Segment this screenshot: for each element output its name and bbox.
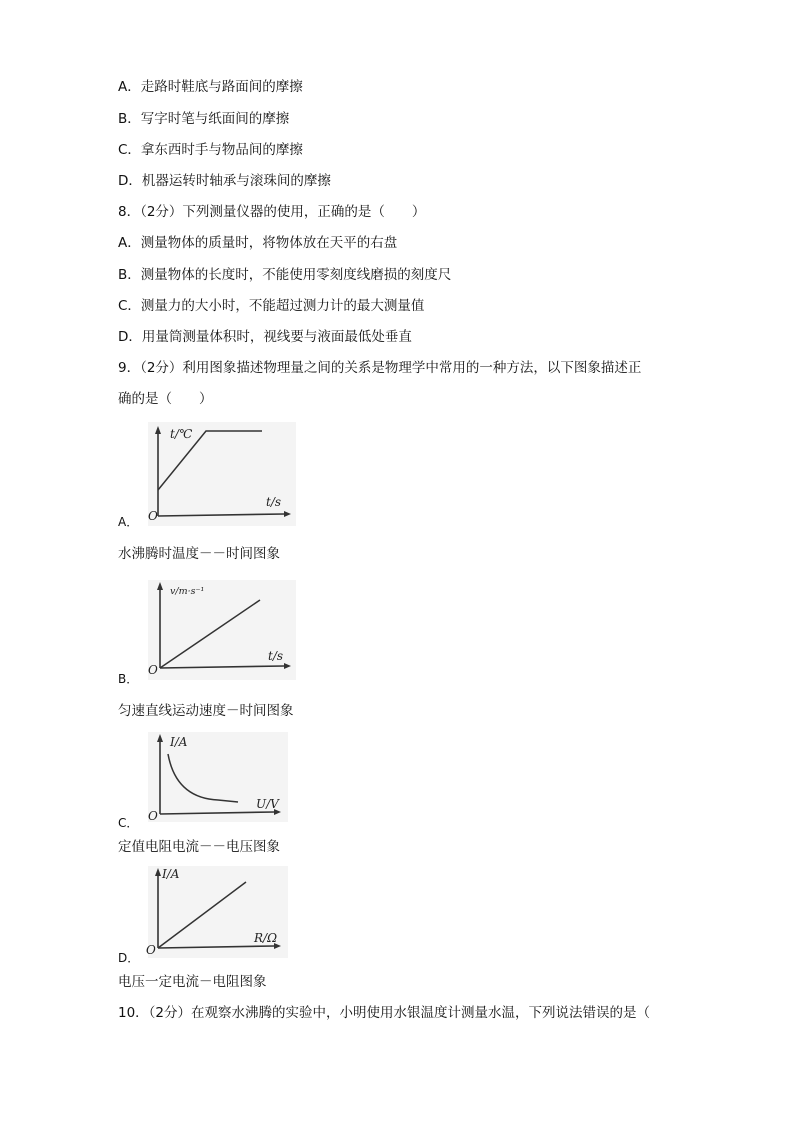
graph-d-caption: 电压一定电流－电阻图象 <box>118 974 267 990</box>
graph-b <box>148 580 296 680</box>
q7-option-c: C．拿东西时手与物品间的摩擦 <box>118 142 303 158</box>
q8-stem: 8．（2分）下列测量仪器的使用，正确的是（ ） <box>118 204 426 220</box>
graph-a-svg <box>148 422 296 526</box>
graph-d-svg <box>148 866 288 958</box>
graph-d-origin: O <box>146 943 156 957</box>
q10-stem: 10．（2分）在观察水沸腾的实验中，小明使用水银温度计测量水温，下列说法错误的是（ <box>118 1005 651 1021</box>
q8-option-b: B．测量物体的长度时，不能使用零刻度线磨损的刻度尺 <box>118 267 452 283</box>
graph-c-letter: C． <box>118 816 139 830</box>
graph-c-x-label: U/V <box>256 797 279 811</box>
graph-c-origin: O <box>148 809 158 823</box>
q9-stem-line2: 确的是（ ） <box>118 391 213 407</box>
graph-c-caption: 定值电阻电流－－电压图象 <box>118 839 280 855</box>
graph-a-letter: A． <box>118 515 139 529</box>
q7-option-b: B．写字时笔与纸面间的摩擦 <box>118 111 290 127</box>
q8-option-c: C．测量力的大小时，不能超过测力计的最大测量值 <box>118 298 425 314</box>
graph-a-x-label: t/s <box>266 495 282 509</box>
graph-b-letter: B． <box>118 672 139 686</box>
graph-d-x-label: R/Ω <box>254 931 278 945</box>
graph-a-y-label: t/℃ <box>170 427 193 441</box>
q8-option-a: A．测量物体的质量时，将物体放在天平的右盘 <box>118 235 398 251</box>
graph-d <box>148 866 288 958</box>
graph-a-origin: O <box>148 509 158 523</box>
q7-option-d: D．机器运转时轴承与滚珠间的摩擦 <box>118 173 331 189</box>
graph-a <box>148 422 296 526</box>
graph-d-letter: D． <box>118 951 140 965</box>
graph-b-caption: 匀速直线运动速度－时间图象 <box>118 703 294 719</box>
graph-b-x-label: t/s <box>268 649 284 663</box>
graph-b-svg <box>148 580 296 680</box>
graph-d-y-label: I/A <box>162 867 180 881</box>
graph-c-svg <box>148 732 288 822</box>
graph-c-y-label: I/A <box>170 735 188 749</box>
graph-a-caption: 水沸腾时温度－－时间图象 <box>118 546 280 562</box>
graph-c <box>148 732 288 822</box>
q7-option-a: A．走路时鞋底与路面间的摩擦 <box>118 79 303 95</box>
graph-b-origin: O <box>148 663 158 677</box>
q9-stem-line1: 9．（2分）利用图象描述物理量之间的关系是物理学中常用的一种方法，以下图象描述正 <box>118 360 642 376</box>
graph-b-y-label: v/m·s⁻¹ <box>170 586 205 597</box>
q8-option-d: D．用量筒测量体积时，视线要与液面最低处垂直 <box>118 329 412 345</box>
